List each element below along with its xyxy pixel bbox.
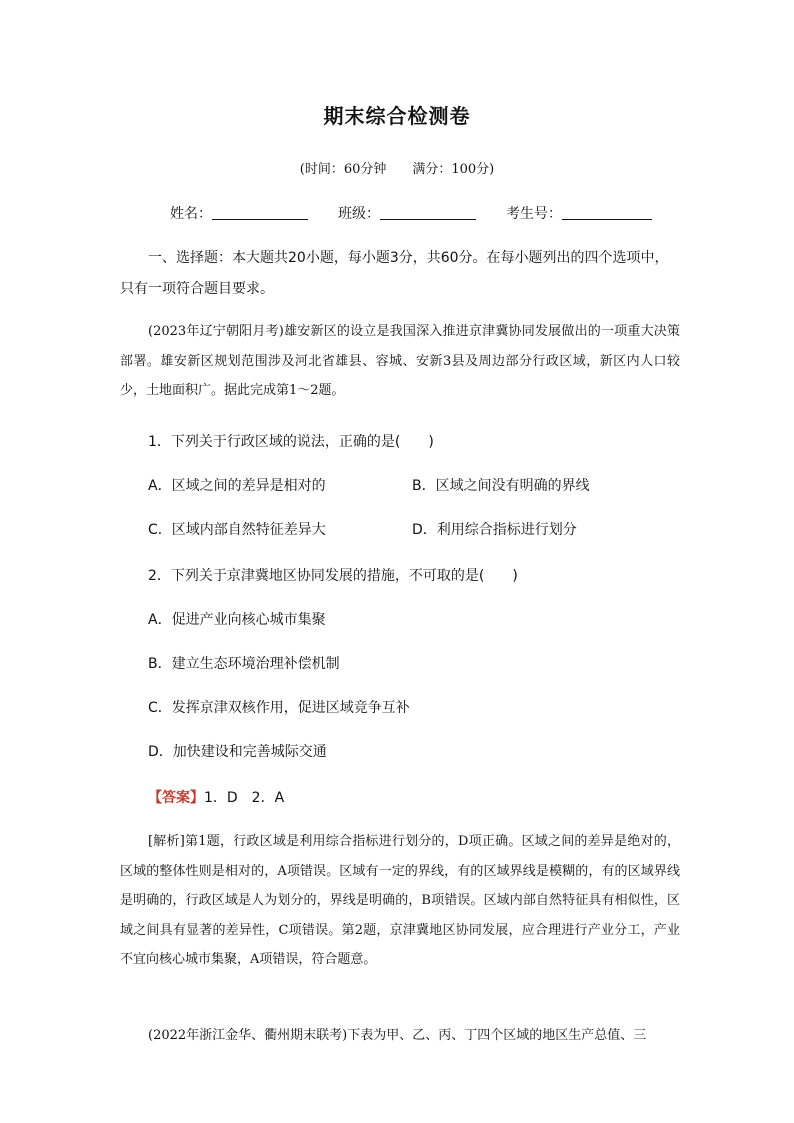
analysis-passage: [解析]第1题，行政区域是利用综合指标进行划分的，D项正确。区域之间的差异是绝对的，区域的整体性则是相对的，A项错误。区域有一定的界线，有的区域界线是模糊的，有的区域界线是明确的，行政区域是人为划分的，界线是明确的，B项错误。区域内部自然特征具有相似性，区域之间具有显著的差异性，C项错误。第2题，京津冀地区协同发展，应合理进行产业分工，产业不宜向核心城市集聚，A项错误，符合题意。 [120, 834, 680, 967]
exam-number-label: 考生号： [506, 206, 562, 222]
answer-tag: 【答案】 [148, 790, 204, 806]
answer-text: 1．D 2．A [204, 790, 285, 806]
question-2-option-b[interactable]: B．建立生态环境治理补偿机制 [148, 656, 340, 672]
exam-number-blank[interactable] [562, 205, 652, 220]
question-2-option-a[interactable]: A．促进产业向核心城市集聚 [148, 612, 326, 628]
question-1-option-d[interactable]: D．利用综合指标进行划分 [412, 522, 577, 538]
question-2-option-d[interactable]: D．加快建设和完善城际交通 [148, 744, 327, 760]
material-passage-2: (2022年浙江金华、衢州期末联考)下表为甲、乙、丙、丁四个区域的地区生产总值、三 [148, 1028, 647, 1043]
class-label: 班级： [338, 206, 380, 222]
exam-number-field[interactable] [506, 203, 652, 223]
section-instructions: 一、选择题：本大题共20小题，每小题3分，共60分。在每小题列出的四个选项中，只有一项符合题目要求。 [120, 250, 669, 297]
question-1-option-b[interactable]: B．区域之间没有明确的界线 [412, 478, 590, 494]
question-1-option-a[interactable]: A．区域之间的差异是相对的 [148, 478, 326, 494]
name-label: 姓名： [170, 206, 212, 222]
name-blank[interactable] [212, 205, 308, 220]
answer-line [148, 787, 284, 807]
question-1-option-c[interactable]: C．区域内部自然特征差异大 [148, 522, 326, 538]
student-info-row [170, 203, 670, 225]
page-title: 期末综合检测卷 [323, 104, 471, 128]
question-2-stem: 2．下列关于京津冀地区协同发展的措施，不可取的是( ) [148, 568, 518, 584]
class-field[interactable] [338, 203, 476, 223]
class-blank[interactable] [380, 205, 476, 220]
exam-time-and-score: (时间：60分钟 满分：100分) [299, 162, 495, 177]
question-1-stem: 1．下列关于行政区域的说法，正确的是( ) [148, 434, 434, 450]
material-passage-1: (2023年辽宁朝阳月考)雄安新区的设立是我国深入推进京津冀协同发展做出的一项重大决策部署。雄安新区规划范围涉及河北省雄县、容城、安新3县及周边部分行政区域，新区内人口较少，土地面积广。据此完成第1～2题。 [120, 324, 680, 398]
name-field[interactable] [170, 203, 308, 223]
question-2-option-c[interactable]: C．发挥京津双核作用，促进区域竞争互补 [148, 700, 410, 716]
